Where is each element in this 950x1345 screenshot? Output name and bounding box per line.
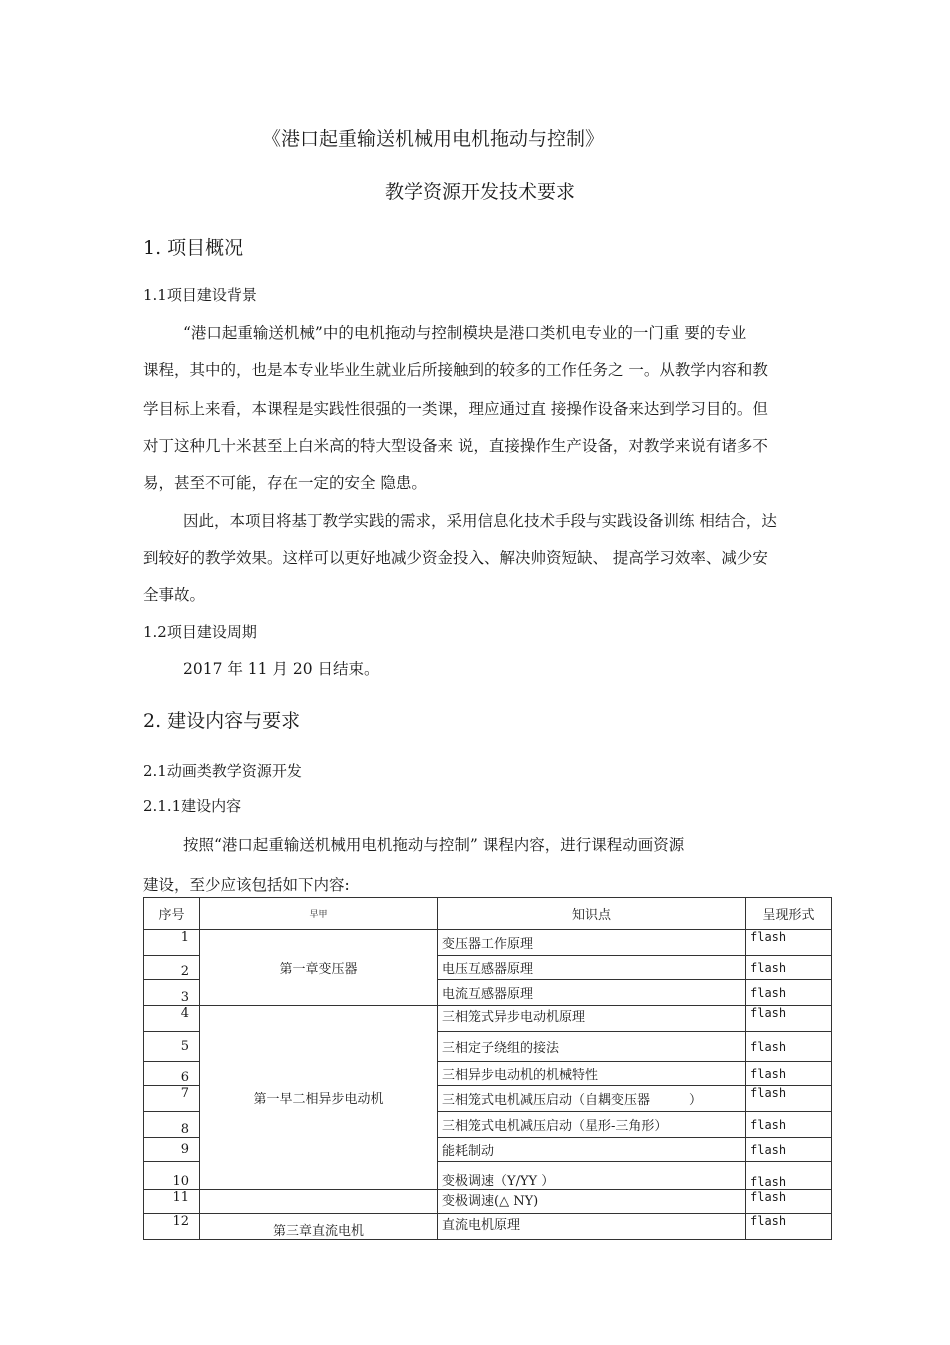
- paragraph-line: 因此，本项目将基丁教学实践的需求，采用信息化技术手段与实践设备训练 相结合，达: [183, 512, 777, 530]
- section-1-heading: 1. 项目概况: [143, 237, 244, 259]
- knowledge-point: 三相异步电动机的机械特性: [438, 1062, 746, 1086]
- table-header-row: [144, 898, 832, 930]
- intro-line: 建设，至少应该包括如下内容:: [143, 876, 350, 894]
- row-number: 1: [144, 930, 200, 956]
- row-number: 3: [144, 980, 200, 1006]
- knowledge-point: 三相笼式电机减压启动（自耦变压器 ）: [438, 1086, 746, 1112]
- document-subtitle: 教学资源开发技术要求: [385, 181, 576, 203]
- presentation-form: flash: [746, 1006, 832, 1032]
- table-row: [144, 1214, 832, 1240]
- knowledge-point: 变极调速（Y/YY ）: [438, 1162, 746, 1190]
- content-table: [143, 897, 832, 1240]
- paragraph-line: 易，甚至不可能，存在一定的安全 隐患。: [143, 474, 427, 492]
- header-point: 知识点: [438, 898, 746, 930]
- row-number: 4: [144, 1006, 200, 1032]
- presentation-form: flash: [746, 1086, 832, 1112]
- row-number: 2: [144, 956, 200, 980]
- presentation-form: flash: [746, 1032, 832, 1062]
- section-1-1-heading: 1.1项目建设背景: [143, 286, 257, 304]
- presentation-form: flash: [746, 1112, 832, 1138]
- chapter-cell: 第三章直流电机: [200, 1214, 438, 1240]
- paragraph-line: “港口起重输送机械”中的电机拖动与控制模块是港口类机电专业的一门重 要的专业: [183, 324, 747, 342]
- project-period: 2017 年 11 月 20 日结束。: [183, 660, 380, 678]
- section-2-1-1-heading: 2.1.1建设内容: [143, 797, 242, 815]
- paragraph-line: 对丁这种几十米甚至上白米高的特大型设备来 说，直接操作生产设备，对教学来说有诸多不: [143, 437, 768, 455]
- header-no: 序号: [144, 898, 200, 930]
- presentation-form: flash: [746, 1190, 832, 1214]
- knowledge-point: 变压器工作原理: [438, 930, 746, 956]
- presentation-form: flash: [746, 930, 832, 956]
- knowledge-point: 电压互感器原理: [438, 956, 746, 980]
- section-2-1-heading: 2.1动画类教学资源开发: [143, 762, 302, 780]
- presentation-form: flash: [746, 980, 832, 1006]
- chapter-cell: 第一章变压器: [200, 930, 438, 1006]
- presentation-form: flash: [746, 1062, 832, 1086]
- paragraph-line: 全事故。: [143, 586, 206, 604]
- knowledge-point: 电流互感器原理: [438, 980, 746, 1006]
- row-number: 6: [144, 1062, 200, 1086]
- knowledge-point: 变极调速(△ NY): [438, 1190, 746, 1214]
- row-number: 7: [144, 1086, 200, 1112]
- row-number: 10: [144, 1162, 200, 1190]
- document-title: 《港口起重输送机械用电机拖动与控制》: [262, 128, 605, 150]
- knowledge-point: 三相笼式异步电动机原理: [438, 1006, 746, 1032]
- intro-line: 按照“港口起重输送机械用电机拖动与控制” 课程内容，进行课程动画资源: [183, 836, 685, 854]
- row-number: 12: [144, 1214, 200, 1240]
- paragraph-line: 到较好的教学效果。这样可以更好地减少资金投入、解决帅资短缺、 提高学习效率、减少安: [143, 549, 768, 567]
- presentation-form: flash: [746, 1162, 832, 1190]
- row-number: 9: [144, 1138, 200, 1162]
- row-number: 8: [144, 1112, 200, 1138]
- header-chapter: 早甲: [200, 898, 438, 930]
- presentation-form: flash: [746, 1214, 832, 1240]
- paragraph-line: 课程，其中的，也是本专业毕业生就业后所接触到的较多的工作任务之 一。从教学内容和教: [143, 361, 768, 379]
- knowledge-point: 三相笼式电机减压启动（星形-三角形）: [438, 1112, 746, 1138]
- presentation-form: flash: [746, 956, 832, 980]
- table-row: [144, 1006, 832, 1032]
- row-number: 11: [144, 1190, 200, 1214]
- knowledge-point: 直流电机原理: [438, 1214, 746, 1240]
- section-2-heading: 2. 建设内容与要求: [143, 710, 301, 732]
- knowledge-point: 三相定子绕组的接法: [438, 1032, 746, 1062]
- paragraph-line: 学目标上来看，本课程是实践性很强的一类课，理应通过直 接操作设备来达到学习目的。但: [143, 400, 768, 418]
- chapter-cell: [200, 1190, 438, 1214]
- chapter-cell: 第一早二相异步电动机: [200, 1006, 438, 1190]
- row-number: 5: [144, 1032, 200, 1062]
- knowledge-point: 能耗制动: [438, 1138, 746, 1162]
- header-form: 呈现形式: [746, 898, 832, 930]
- table-row: [144, 930, 832, 956]
- section-1-2-heading: 1.2项目建设周期: [143, 623, 257, 641]
- presentation-form: flash: [746, 1138, 832, 1162]
- table-row: [144, 1190, 832, 1214]
